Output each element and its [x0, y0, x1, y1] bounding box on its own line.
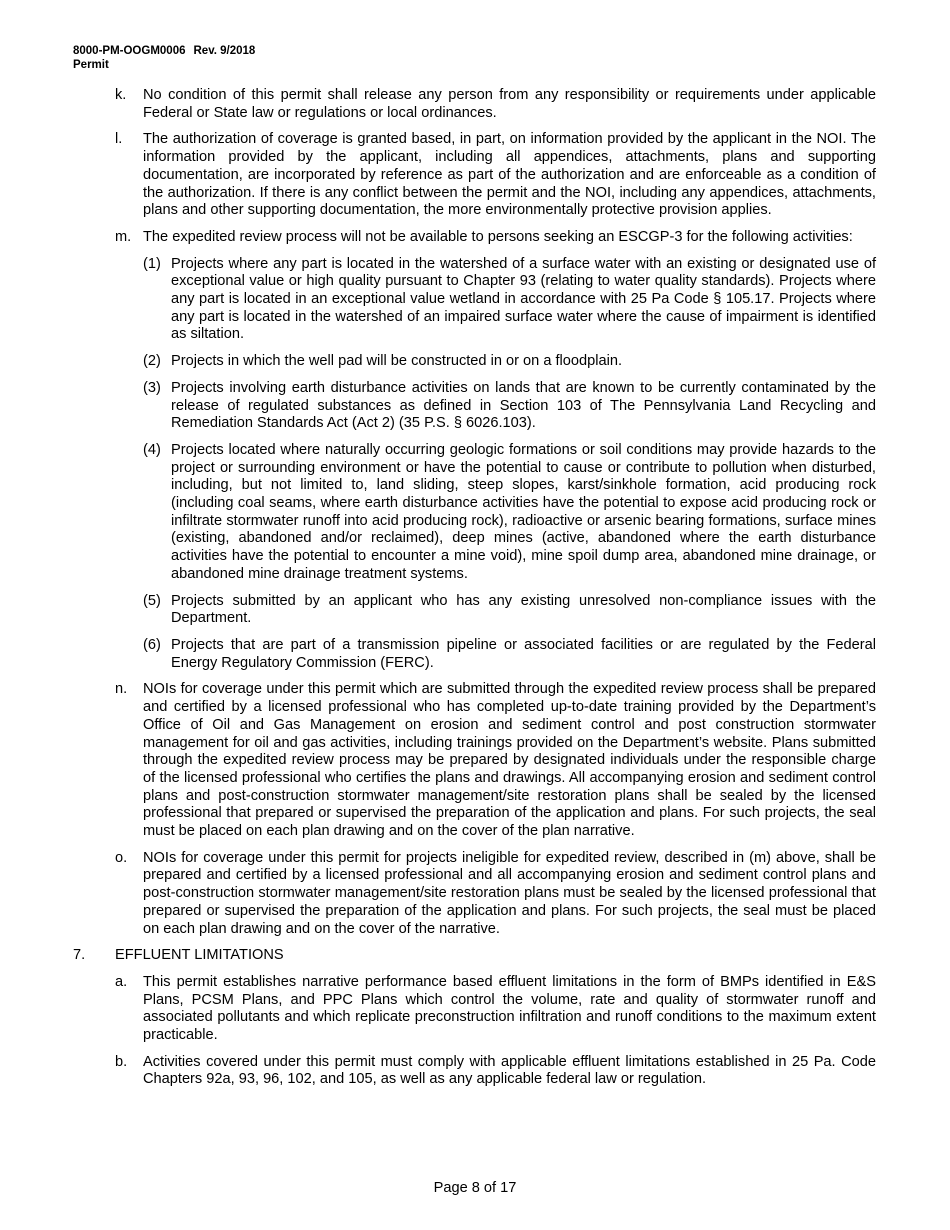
section-number: 7. — [73, 947, 86, 964]
item-text: Projects located where naturally occurring geologic formations or soil conditions may provide hazards to the project or surrounding environment or have the potential to cause or contribute to pollution when disturbed, including, but not limited to, land sliding, steep slopes, karst/sinkhole formation, acid producing rock (including coal seams, where earth disturbance activities have the potential to expose acid producing rock or infiltrate stormwater runoff into acid producing rock), radioactive or arsenic bearing formations, surface mines (existing, abandoned and/or reclaimed), deep mines (active, abandoned where the earth disturbance activities have the potential to encounter a mine void), mine spoil dump area, abandoned mine drainage, or abandoned mine drainage treatment systems. — [171, 441, 876, 582]
item-label: (2) — [143, 353, 161, 370]
sub-item-m6 — [73, 637, 876, 672]
item-text: Projects involving earth disturbance activities on lands that are known to be currently contaminated by the release of regulated substances as defined in Section 103 of The Pennsylvania Land Recycling and Remediation Standards Act (Act 2) (35 P.S. § 6026.103). — [171, 379, 876, 432]
item-label: n. — [115, 681, 128, 698]
list-item-n — [73, 681, 876, 840]
revision: Rev. 9/2018 — [193, 45, 256, 57]
item-text: NOIs for coverage under this permit for projects ineligible for expedited review, described in (m) above, shall be prepared and certified by a licensed professional and all accompanying erosion and sediment control plans and post-construction stormwater management/site restoration plans must be sealed by the licensed professional that prepared or supervised the preparation of the application and plans. For such projects, the seal must be placed on each plan drawing and on the cover of the narrative. — [143, 849, 876, 937]
page-number: Page 8 of 17 — [433, 1180, 517, 1196]
item-label: l. — [115, 131, 123, 148]
doc-id: 8000-PM-OOGM0006 — [73, 45, 186, 57]
doc-type: Permit — [73, 59, 109, 71]
item-text: No condition of this permit shall release any person from any responsibility or requirements under applicable Federal or State law or regulations or local ordinances. — [143, 87, 876, 121]
list-item-7b — [73, 1054, 876, 1089]
sub-item-m5 — [73, 593, 876, 628]
document-header — [73, 44, 255, 72]
sub-item-m3 — [73, 380, 876, 433]
sub-item-m2 — [73, 353, 876, 371]
item-text: This permit establishes narrative performance based effluent limitations in the form of BMPs identified in E&S Plans, PCSM Plans, and PPC Plans which control the volume, rate and quality of stormwater runoff and associated pollutants and which replicate preconstruction infiltration and runoff conditions to the maximum extent practicable. — [143, 973, 876, 1044]
item-label: (3) — [143, 379, 161, 396]
section-title: EFFLUENT LIMITATIONS — [115, 947, 284, 964]
item-text: Projects that are part of a transmission pipeline or associated facilities or are regulated by the Federal Energy Regulatory Commission (FERC). — [171, 636, 876, 671]
item-text: Activities covered under this permit must comply with applicable effluent limitations established in 25 Pa. Code Chapters 92a, 93, 96, 102, and 105, as well as any applicable federal law or regulation. — [143, 1053, 876, 1088]
list-item-k — [73, 87, 876, 122]
page-body — [73, 87, 876, 1098]
item-label: m. — [115, 228, 132, 245]
list-item-o — [73, 850, 876, 939]
header-line-1 — [73, 44, 255, 58]
item-label: o. — [115, 849, 128, 866]
item-label: (5) — [143, 592, 161, 609]
item-text: The authorization of coverage is granted based, in part, on information provided by the applicant in the NOI. The information provided by the applicant, including all appendices, attachments, plans and supporting documentation, are incorporated by reference as part of the authorization and are enforceable as a condition of the authorization. If there is any conflict between the permit and the NOI, including any appendices, attachments, plans and other supporting documentation, the more environmentally protective provision applies. — [143, 131, 876, 219]
item-text: The expedited review process will not be available to persons seeking an ESCGP-3 for the following activities: — [143, 228, 853, 245]
item-text: Projects submitted by an applicant who has any existing unresolved non-compliance issues with the Department. — [171, 592, 876, 627]
sub-item-m1 — [73, 256, 876, 345]
item-label: (6) — [143, 636, 161, 653]
item-label: (1) — [143, 255, 161, 272]
section-heading-7 — [73, 947, 876, 965]
list-item-m — [73, 229, 876, 247]
item-text: NOIs for coverage under this permit which are submitted through the expedited review process shall be prepared and certified by a licensed professional who has completed up-to-date training provided by the Department’s Office of Oil and Gas Management on erosion and sediment control and post construction stormwater management for oil and gas activities, including trainings provided on the Department’s website. Plans submitted through the expedited review process may be prepared by designated individuals under the responsible charge of the licensed professional who certifies the plans and drawings. All accompanying erosion and sediment control plans and post-construction stormwater management/site restoration plans shall be sealed by the licensed professional that prepared or supervised the preparation of the application and plans. For such projects, the seal must be placed on each plan drawing and on the cover of the plan narrative. — [143, 681, 876, 840]
list-item-l — [73, 131, 876, 220]
item-label: a. — [115, 973, 128, 990]
list-item-7a — [73, 974, 876, 1045]
item-label: k. — [115, 87, 127, 103]
item-text: Projects where any part is located in the watershed of a surface water with an existing or designated use of exceptional value or high quality pursuant to Chapter 93 (relating to water quality standards). Projects where any part is located in an exceptional value wetland in accordance with 25 Pa Code § 105.17. Projects where any part is located in the watershed of an impaired surface water where the cause of impairment is identified as siltation. — [171, 255, 876, 343]
sub-item-m4 — [73, 442, 876, 584]
item-label: b. — [115, 1053, 128, 1070]
item-text: Projects in which the well pad will be constructed in or on a floodplain. — [171, 353, 623, 370]
item-label: (4) — [143, 441, 161, 458]
